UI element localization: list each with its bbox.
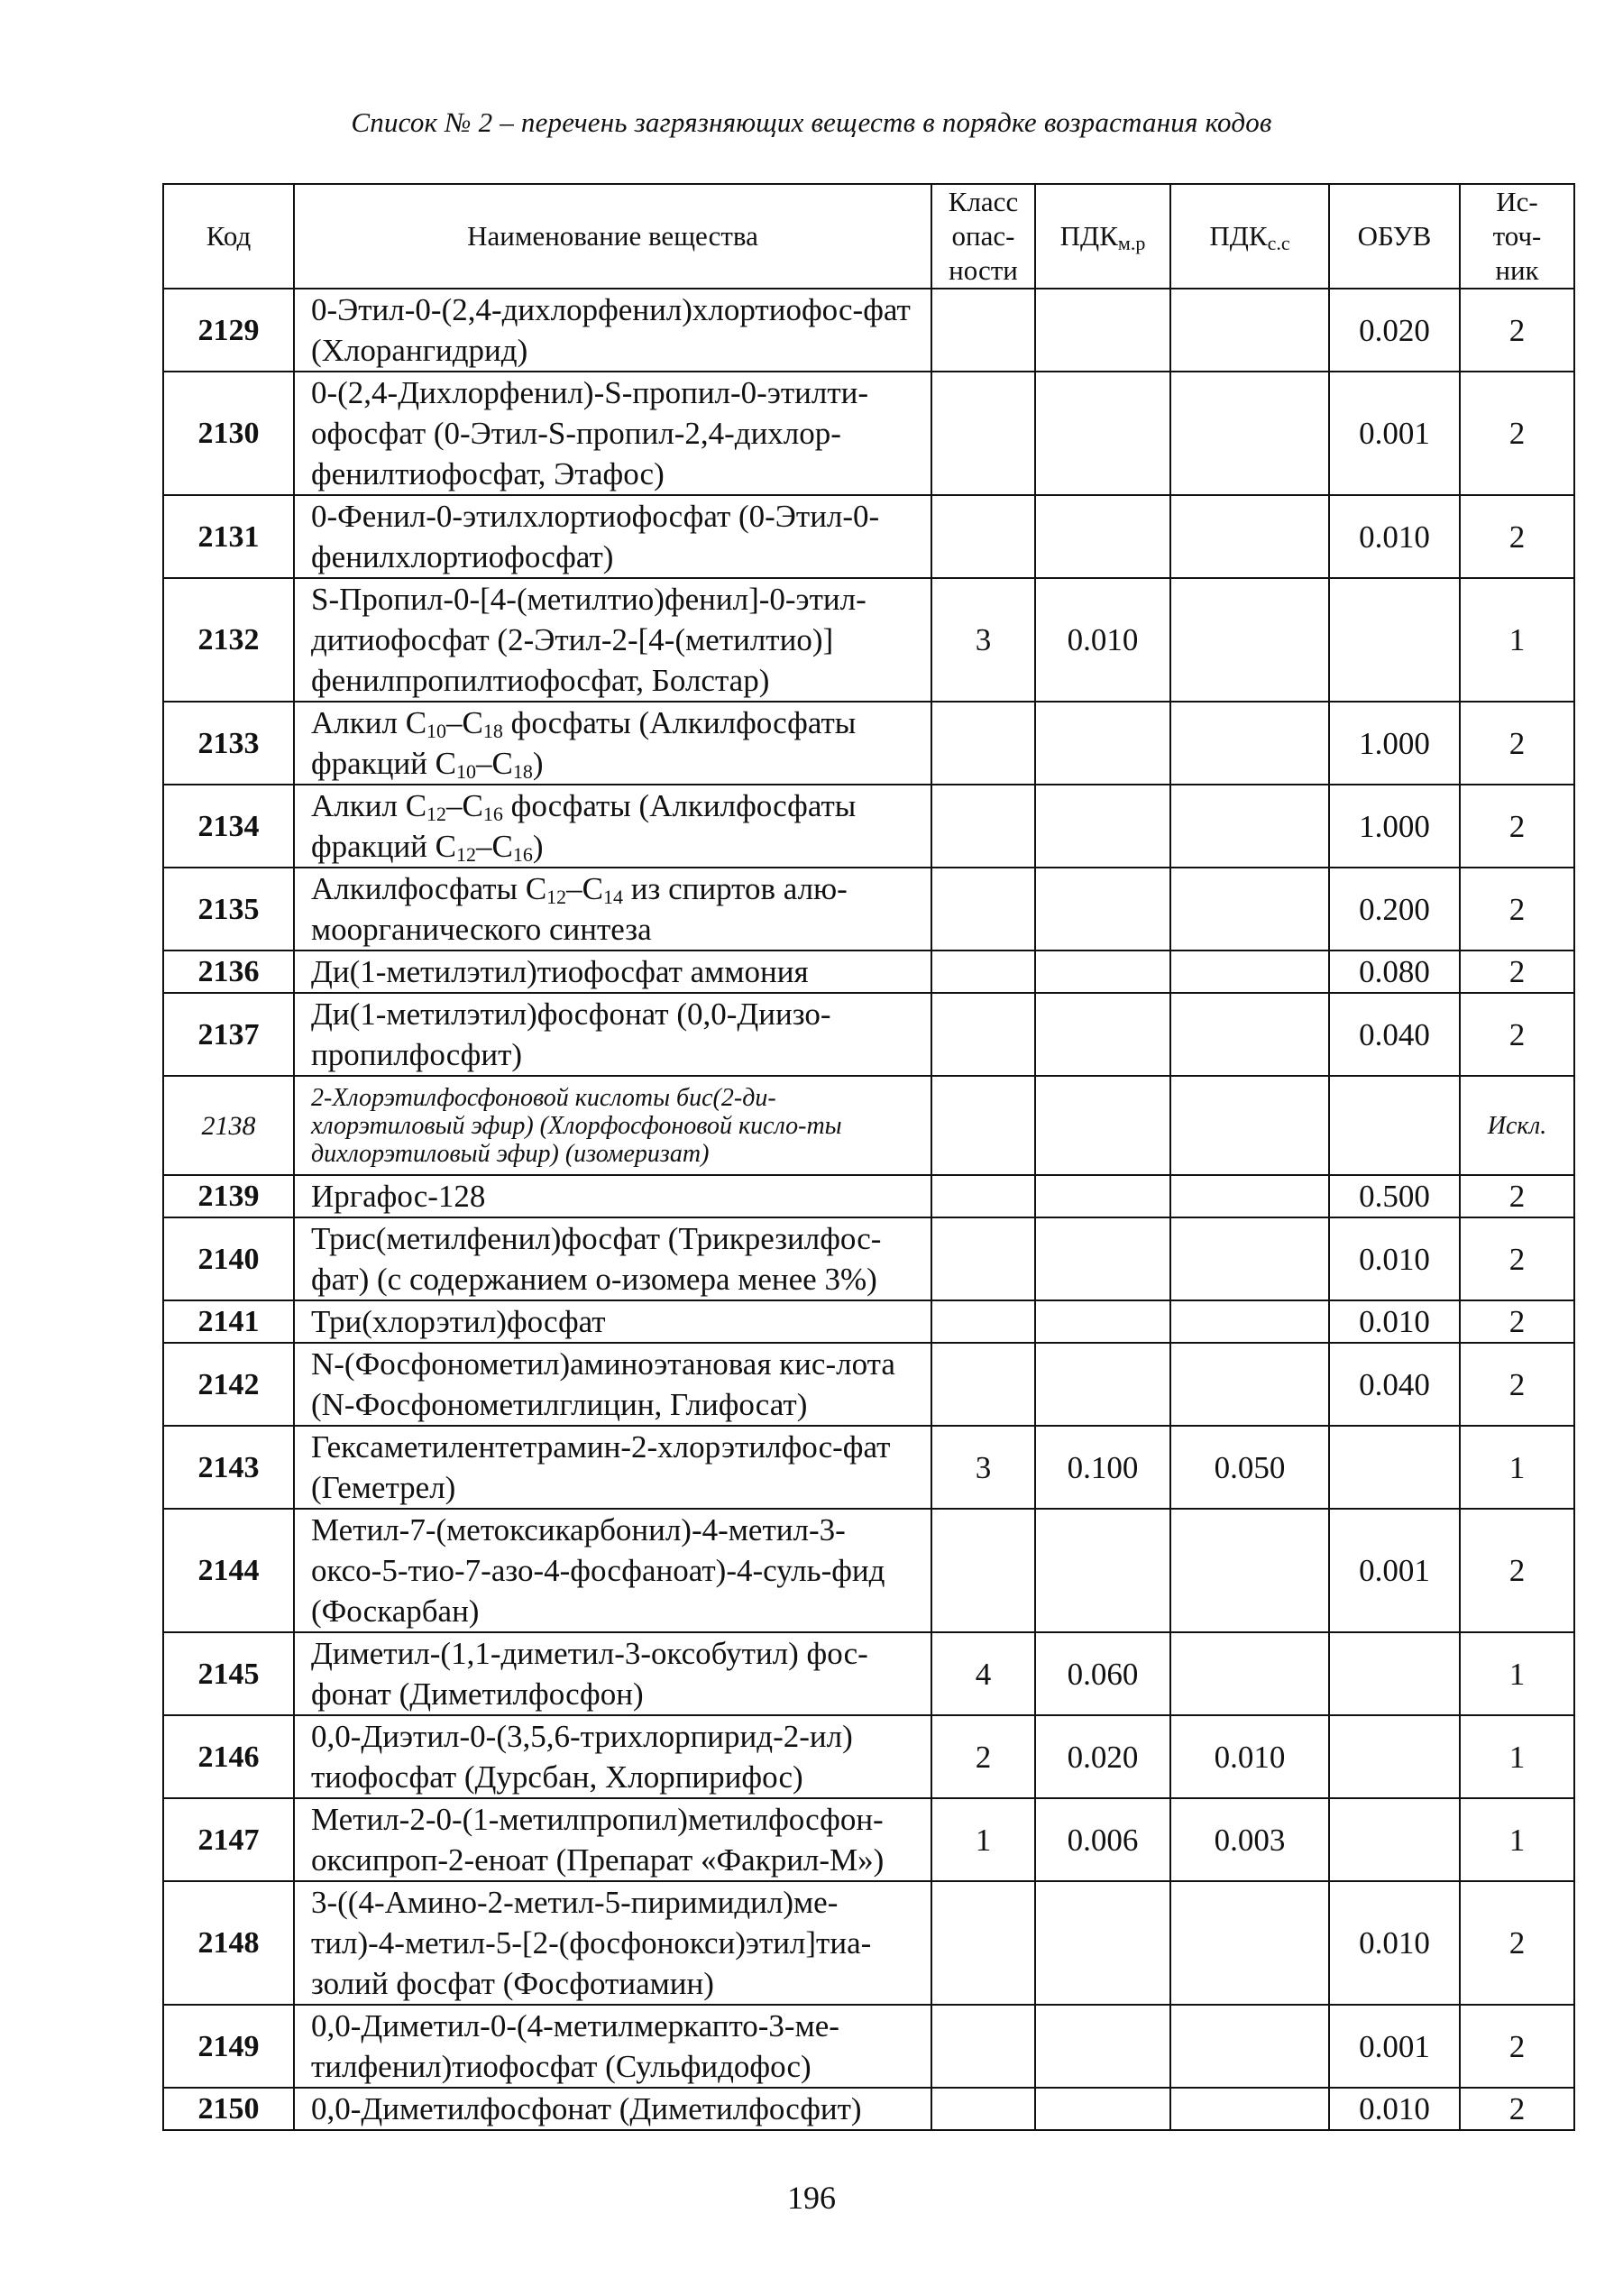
row-source: 2 bbox=[1460, 1343, 1574, 1426]
row-obuv bbox=[1329, 578, 1460, 702]
table-row bbox=[163, 2005, 1574, 2088]
row-hazard-class bbox=[931, 1076, 1035, 1175]
page-number: 196 bbox=[787, 2180, 836, 2216]
header-pdk-ss-sub: с.с bbox=[1267, 232, 1290, 254]
table-row bbox=[163, 702, 1574, 785]
row-obuv: 1.000 bbox=[1329, 702, 1460, 785]
row-pdk-mr bbox=[1035, 2005, 1170, 2088]
header-name: Наименование вещества bbox=[294, 184, 931, 289]
row-name: Диметил-(1,1-диметил-3-оксобутил) фос-фонат (Диметилфосфон) bbox=[294, 1632, 931, 1715]
row-pdk-ss: 0.010 bbox=[1170, 1715, 1329, 1798]
table-row bbox=[163, 1798, 1574, 1881]
row-hazard-class bbox=[931, 1217, 1035, 1300]
table-row bbox=[163, 2088, 1574, 2130]
row-obuv: 1.000 bbox=[1329, 785, 1460, 868]
header-code: Код bbox=[163, 184, 294, 289]
row-name bbox=[294, 785, 931, 868]
row-obuv: 0.040 bbox=[1329, 993, 1460, 1076]
name-subscript: 18 bbox=[512, 760, 533, 783]
row-pdk-mr bbox=[1035, 1509, 1170, 1632]
row-hazard-class bbox=[931, 993, 1035, 1076]
row-name: 0,0-Диметил-0-(4-метилмеркапто-3-ме-тилфенил)тиофосфат (Сульфидофос) bbox=[294, 2005, 931, 2088]
table-row bbox=[163, 372, 1574, 495]
row-source: 1 bbox=[1460, 1798, 1574, 1881]
table-row bbox=[163, 1217, 1574, 1300]
row-hazard-class bbox=[931, 289, 1035, 372]
row-obuv: 0.010 bbox=[1329, 1300, 1460, 1343]
row-source: 2 bbox=[1460, 372, 1574, 495]
row-source: 2 bbox=[1460, 993, 1574, 1076]
row-pdk-ss bbox=[1170, 1076, 1329, 1175]
row-hazard-class bbox=[931, 1881, 1035, 2005]
row-name: S-Пропил-0-[4-(метилтио)фенил]-0-этил-дитиофосфат (2-Этил-2-[4-(метилтио)] фенилпропилтиофосфат, Болстар) bbox=[294, 578, 931, 702]
name-text: фосфаты (Алкилфосфаты фракций C bbox=[311, 788, 857, 864]
row-code: 2147 bbox=[163, 1798, 294, 1881]
row-pdk-ss: 0.003 bbox=[1170, 1798, 1329, 1881]
row-hazard-class bbox=[931, 951, 1035, 993]
row-name: 0-Фенил-0-этилхлортиофосфат (0-Этил-0-фенилхлортиофосфат) bbox=[294, 495, 931, 578]
row-hazard-class bbox=[931, 1175, 1035, 1217]
row-name bbox=[294, 868, 931, 951]
row-name: 3-((4-Амино-2-метил-5-пиримидил)ме-тил)-4-метил-5-[2-(фосфонокси)этил]тиа-золий фосфат (Фосфотиамин) bbox=[294, 1881, 931, 2005]
row-name: Три(хлорэтил)фосфат bbox=[294, 1300, 931, 1343]
name-subscript: 12 bbox=[426, 803, 447, 825]
row-pdk-ss: 0.050 bbox=[1170, 1426, 1329, 1509]
row-pdk-ss bbox=[1170, 2005, 1329, 2088]
row-name: Ди(1-метилэтил)тиофосфат аммония bbox=[294, 951, 931, 993]
row-obuv: 0.010 bbox=[1329, 2088, 1460, 2130]
row-source: 2 bbox=[1460, 289, 1574, 372]
row-pdk-mr bbox=[1035, 1343, 1170, 1426]
header-pdk-ss bbox=[1170, 184, 1329, 289]
row-pdk-mr bbox=[1035, 1217, 1170, 1300]
table-row bbox=[163, 868, 1574, 951]
row-obuv: 0.200 bbox=[1329, 868, 1460, 951]
row-code: 2148 bbox=[163, 1881, 294, 2005]
header-source: Ис-точ-ник bbox=[1460, 184, 1574, 289]
row-source: 2 bbox=[1460, 2005, 1574, 2088]
name-text: –C bbox=[476, 746, 513, 781]
name-text: Алкилфосфаты C bbox=[311, 871, 547, 906]
name-text: –C bbox=[476, 829, 513, 864]
row-pdk-ss bbox=[1170, 993, 1329, 1076]
table-row bbox=[163, 1881, 1574, 2005]
row-pdk-mr bbox=[1035, 702, 1170, 785]
row-obuv: 0.010 bbox=[1329, 495, 1460, 578]
table-row bbox=[163, 1076, 1574, 1175]
row-pdk-mr bbox=[1035, 1175, 1170, 1217]
row-code: 2136 bbox=[163, 951, 294, 993]
row-pdk-mr bbox=[1035, 1300, 1170, 1343]
row-source: 2 bbox=[1460, 785, 1574, 868]
header-pdk-mr bbox=[1035, 184, 1170, 289]
row-source: 1 bbox=[1460, 1715, 1574, 1798]
row-source: 2 bbox=[1460, 495, 1574, 578]
table-row bbox=[163, 1715, 1574, 1798]
row-pdk-ss bbox=[1170, 1300, 1329, 1343]
row-code: 2137 bbox=[163, 993, 294, 1076]
row-pdk-mr bbox=[1035, 785, 1170, 868]
name-subscript: 16 bbox=[512, 843, 533, 866]
row-source: 2 bbox=[1460, 1217, 1574, 1300]
row-source: 1 bbox=[1460, 578, 1574, 702]
row-name: Метил-2-0-(1-метилпропил)метилфосфон-оксипроп-2-еноат (Препарат «Факрил-М») bbox=[294, 1798, 931, 1881]
page-title: Список № 2 – перечень загрязняющих веществ в порядке возрастания кодов bbox=[351, 106, 1272, 138]
row-pdk-mr bbox=[1035, 1881, 1170, 2005]
header-pdk-mr-text: ПДК bbox=[1059, 220, 1118, 252]
row-obuv: 0.001 bbox=[1329, 2005, 1460, 2088]
row-hazard-class bbox=[931, 868, 1035, 951]
row-pdk-ss bbox=[1170, 1217, 1329, 1300]
row-name: 0,0-Диметилфосфонат (Диметилфосфит) bbox=[294, 2088, 931, 2130]
row-pdk-ss bbox=[1170, 1881, 1329, 2005]
row-code: 2141 bbox=[163, 1300, 294, 1343]
name-subscript: 12 bbox=[546, 886, 567, 908]
table-row bbox=[163, 578, 1574, 702]
row-obuv bbox=[1329, 1632, 1460, 1715]
row-pdk-mr bbox=[1035, 993, 1170, 1076]
row-source: 2 bbox=[1460, 951, 1574, 993]
row-hazard-class bbox=[931, 372, 1035, 495]
row-obuv: 0.020 bbox=[1329, 289, 1460, 372]
row-code: 2131 bbox=[163, 495, 294, 578]
row-code: 2134 bbox=[163, 785, 294, 868]
row-pdk-ss bbox=[1170, 289, 1329, 372]
row-pdk-mr: 0.006 bbox=[1035, 1798, 1170, 1881]
row-pdk-ss bbox=[1170, 578, 1329, 702]
row-hazard-class: 4 bbox=[931, 1632, 1035, 1715]
row-code: 2140 bbox=[163, 1217, 294, 1300]
row-name: 0-Этил-0-(2,4-дихлорфенил)хлортиофос-фат (Хлорангидрид) bbox=[294, 289, 931, 372]
table-row bbox=[163, 993, 1574, 1076]
row-obuv: 0.010 bbox=[1329, 1217, 1460, 1300]
row-source: 2 bbox=[1460, 2088, 1574, 2130]
row-hazard-class bbox=[931, 495, 1035, 578]
row-pdk-mr bbox=[1035, 868, 1170, 951]
table-row bbox=[163, 495, 1574, 578]
table-row bbox=[163, 1300, 1574, 1343]
name-subscript: 18 bbox=[482, 720, 503, 742]
row-code: 2133 bbox=[163, 702, 294, 785]
name-text: Алкил C bbox=[311, 788, 427, 823]
row-code: 2146 bbox=[163, 1715, 294, 1798]
row-obuv bbox=[1329, 1426, 1460, 1509]
name-text: ) bbox=[532, 829, 544, 864]
row-name: N-(Фосфонометил)аминоэтановая кис-лота (N-Фосфонометилглицин, Глифосат) bbox=[294, 1343, 931, 1426]
table-row bbox=[163, 951, 1574, 993]
table-row bbox=[163, 1632, 1574, 1715]
row-pdk-mr bbox=[1035, 289, 1170, 372]
row-source: 2 bbox=[1460, 702, 1574, 785]
row-hazard-class bbox=[931, 1509, 1035, 1632]
row-source: 1 bbox=[1460, 1426, 1574, 1509]
row-pdk-ss bbox=[1170, 1632, 1329, 1715]
table-body bbox=[163, 289, 1574, 2130]
row-code: 2144 bbox=[163, 1509, 294, 1632]
row-code: 2149 bbox=[163, 2005, 294, 2088]
substances-table bbox=[162, 183, 1575, 2131]
row-pdk-mr bbox=[1035, 495, 1170, 578]
substances-table-container bbox=[162, 183, 1573, 2131]
row-pdk-ss bbox=[1170, 372, 1329, 495]
row-source: 2 bbox=[1460, 1175, 1574, 1217]
row-obuv: 0.001 bbox=[1329, 1509, 1460, 1632]
row-obuv: 0.010 bbox=[1329, 1881, 1460, 2005]
row-name: 2-Хлорэтилфосфоновой кислоты бис(2-ди-хлорэтиловый эфир) (Хлорфосфоновой кисло-ты дихлорэтиловый эфир) (изомеризат) bbox=[294, 1076, 931, 1175]
header-pdk-mr-sub: м.р bbox=[1117, 232, 1146, 254]
row-code: 2143 bbox=[163, 1426, 294, 1509]
row-code: 2142 bbox=[163, 1343, 294, 1426]
row-pdk-mr bbox=[1035, 951, 1170, 993]
row-pdk-mr bbox=[1035, 2088, 1170, 2130]
row-source: Искл. bbox=[1460, 1076, 1574, 1175]
row-hazard-class: 1 bbox=[931, 1798, 1035, 1881]
row-source: 2 bbox=[1460, 1509, 1574, 1632]
row-pdk-mr: 0.010 bbox=[1035, 578, 1170, 702]
name-subscript: 12 bbox=[456, 843, 477, 866]
row-hazard-class: 3 bbox=[931, 578, 1035, 702]
row-name: 0,0-Диэтил-0-(3,5,6-трихлорпирид-2-ил) тиофосфат (Дурсбан, Хлорпирифос) bbox=[294, 1715, 931, 1798]
row-name: Трис(метилфенил)фосфат (Трикрезилфос-фат) (с содержанием о-изомера менее 3%) bbox=[294, 1217, 931, 1300]
table-row bbox=[163, 1175, 1574, 1217]
row-code: 2135 bbox=[163, 868, 294, 951]
table-row bbox=[163, 289, 1574, 372]
row-obuv: 0.080 bbox=[1329, 951, 1460, 993]
table-header-row bbox=[163, 184, 1574, 289]
header-pdk-ss-text: ПДК bbox=[1209, 220, 1268, 252]
row-name: Метил-7-(метоксикарбонил)-4-метил-3-оксо-5-тио-7-азо-4-фосфаноат)-4-суль-фид (Фоскарбан) bbox=[294, 1509, 931, 1632]
row-pdk-ss bbox=[1170, 2088, 1329, 2130]
name-text: –C bbox=[566, 871, 604, 906]
row-hazard-class: 2 bbox=[931, 1715, 1035, 1798]
header-hazard-class: Класс опас-ности bbox=[931, 184, 1035, 289]
row-pdk-mr: 0.060 bbox=[1035, 1632, 1170, 1715]
row-hazard-class bbox=[931, 1343, 1035, 1426]
row-name: Ди(1-метилэтил)фосфонат (0,0-Диизо-пропилфосфит) bbox=[294, 993, 931, 1076]
name-text: из спиртов алю-моорганического синтеза bbox=[311, 871, 848, 947]
row-name: Гексаметилентетрамин-2-хлорэтилфос-фат (Геметрел) bbox=[294, 1426, 931, 1509]
row-source: 1 bbox=[1460, 1632, 1574, 1715]
row-code: 2129 bbox=[163, 289, 294, 372]
table-row bbox=[163, 1343, 1574, 1426]
table-row bbox=[163, 1426, 1574, 1509]
name-text: фосфаты (Алкилфосфаты фракций C bbox=[311, 705, 857, 781]
name-text: ) bbox=[532, 746, 544, 781]
row-obuv bbox=[1329, 1798, 1460, 1881]
name-subscript: 10 bbox=[426, 720, 447, 742]
row-source: 2 bbox=[1460, 868, 1574, 951]
row-pdk-mr bbox=[1035, 1076, 1170, 1175]
row-pdk-ss bbox=[1170, 951, 1329, 993]
row-code: 2130 bbox=[163, 372, 294, 495]
row-name: 0-(2,4-Дихлорфенил)-S-пропил-0-этилти-офосфат (0-Этил-S-пропил-2,4-дихлор-фенилтиофосфат, Этафос) bbox=[294, 372, 931, 495]
row-pdk-ss bbox=[1170, 868, 1329, 951]
name-subscript: 10 bbox=[456, 760, 477, 783]
name-text: –C bbox=[446, 705, 483, 740]
row-obuv: 0.040 bbox=[1329, 1343, 1460, 1426]
row-code: 2150 bbox=[163, 2088, 294, 2130]
row-pdk-ss bbox=[1170, 495, 1329, 578]
row-hazard-class bbox=[931, 1300, 1035, 1343]
row-name bbox=[294, 702, 931, 785]
row-obuv: 0.500 bbox=[1329, 1175, 1460, 1217]
row-name: Иргафос-128 bbox=[294, 1175, 931, 1217]
row-code: 2139 bbox=[163, 1175, 294, 1217]
row-source: 2 bbox=[1460, 1300, 1574, 1343]
row-obuv bbox=[1329, 1715, 1460, 1798]
row-pdk-ss bbox=[1170, 1509, 1329, 1632]
name-text: Алкил C bbox=[311, 705, 427, 740]
name-text: –C bbox=[446, 788, 483, 823]
name-subscript: 16 bbox=[482, 803, 503, 825]
row-hazard-class bbox=[931, 785, 1035, 868]
row-pdk-mr: 0.020 bbox=[1035, 1715, 1170, 1798]
row-pdk-ss bbox=[1170, 702, 1329, 785]
row-hazard-class bbox=[931, 2088, 1035, 2130]
header-obuv: ОБУВ bbox=[1329, 184, 1460, 289]
row-pdk-mr bbox=[1035, 372, 1170, 495]
table-row bbox=[163, 1509, 1574, 1632]
row-pdk-ss bbox=[1170, 785, 1329, 868]
table-row bbox=[163, 785, 1574, 868]
row-obuv: 0.001 bbox=[1329, 372, 1460, 495]
row-hazard-class bbox=[931, 2005, 1035, 2088]
name-subscript: 14 bbox=[603, 886, 624, 908]
row-obuv bbox=[1329, 1076, 1460, 1175]
row-code: 2138 bbox=[163, 1076, 294, 1175]
row-hazard-class: 3 bbox=[931, 1426, 1035, 1509]
row-pdk-ss bbox=[1170, 1343, 1329, 1426]
row-source: 2 bbox=[1460, 1881, 1574, 2005]
row-code: 2132 bbox=[163, 578, 294, 702]
row-hazard-class bbox=[931, 702, 1035, 785]
row-code: 2145 bbox=[163, 1632, 294, 1715]
row-pdk-mr: 0.100 bbox=[1035, 1426, 1170, 1509]
row-pdk-ss bbox=[1170, 1175, 1329, 1217]
